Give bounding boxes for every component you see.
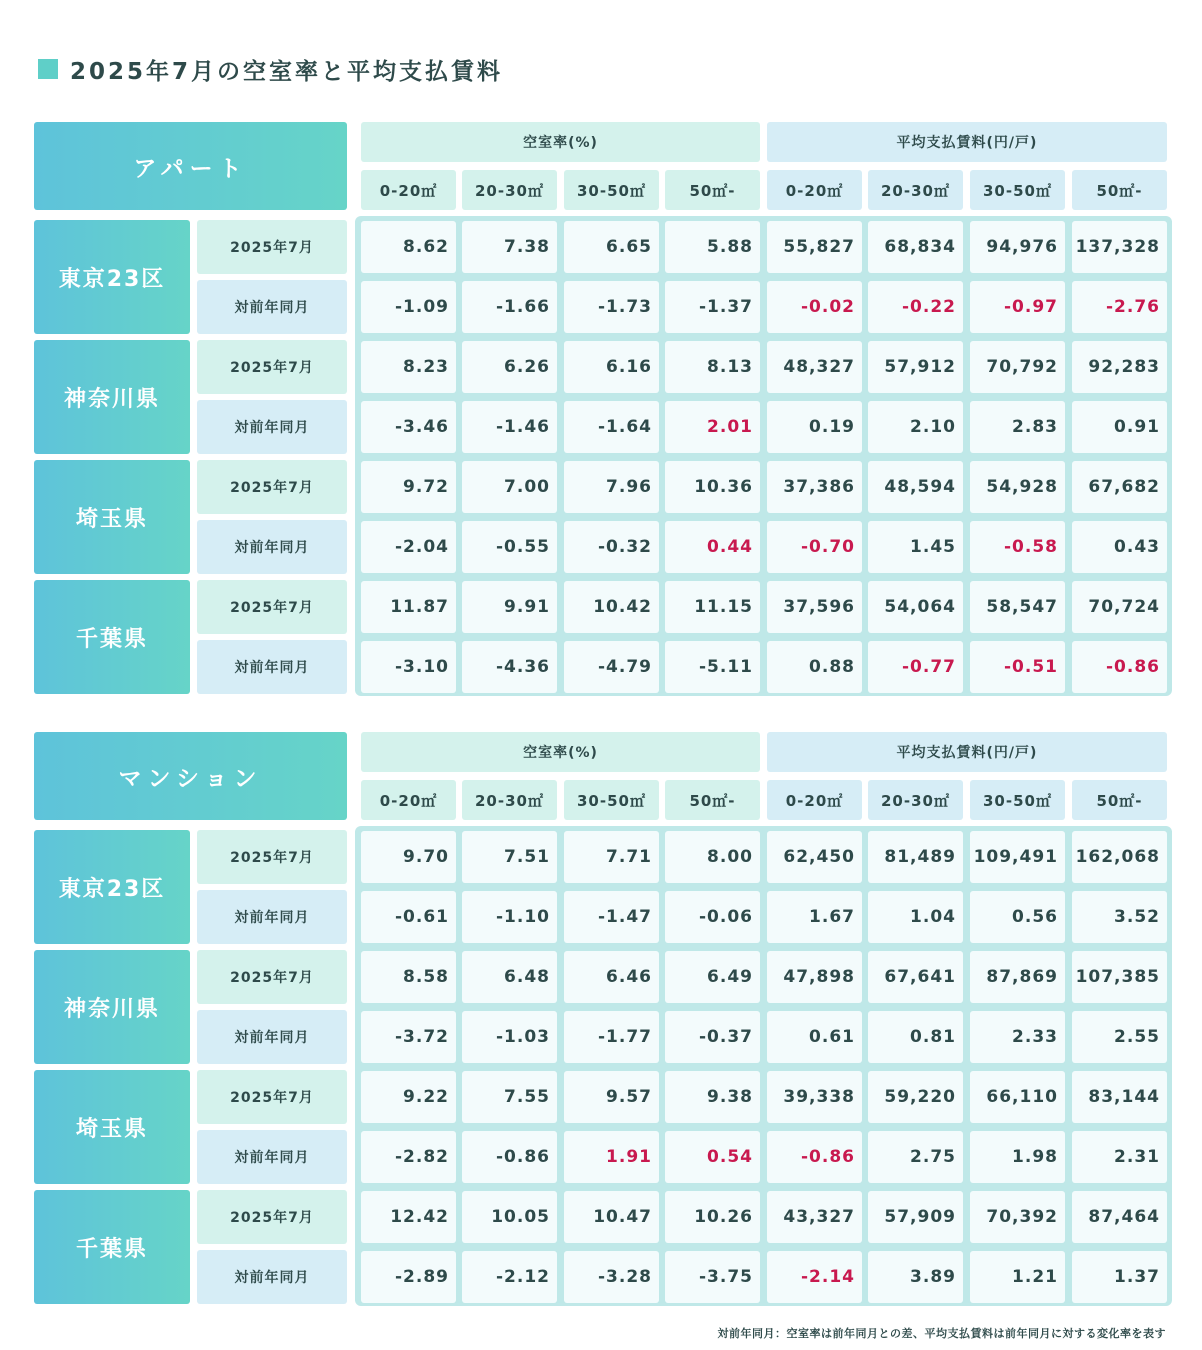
value-cell: 10.47 <box>564 1191 659 1243</box>
yoy-cell: 1.91 <box>564 1131 659 1183</box>
section-table <box>0 610 1202 1287</box>
value-cell: 81,489 <box>868 831 963 883</box>
region-label: 神奈川県 <box>34 340 190 454</box>
region-label: 千葉県 <box>34 1190 190 1304</box>
value-cell: 59,220 <box>868 1071 963 1123</box>
yoy-cell: -5.11 <box>665 641 760 693</box>
value-cell: 7.51 <box>462 831 557 883</box>
value-cell: 70,724 <box>1072 581 1167 633</box>
value-cell: 7.71 <box>564 831 659 883</box>
value-cell: 8.62 <box>361 221 456 273</box>
value-cell: 6.26 <box>462 341 557 393</box>
value-cell: 9.38 <box>665 1071 760 1123</box>
value-cell: 11.87 <box>361 581 456 633</box>
yoy-cell: 1.45 <box>868 521 963 573</box>
value-cell: 87,464 <box>1072 1191 1167 1243</box>
value-cell: 9.22 <box>361 1071 456 1123</box>
yoy-cell: 1.98 <box>970 1131 1065 1183</box>
yoy-cell: 3.52 <box>1072 891 1167 943</box>
yoy-cell: 1.04 <box>868 891 963 943</box>
value-cell: 43,327 <box>767 1191 862 1243</box>
value-cell: 54,928 <box>970 461 1065 513</box>
yoy-cell: -1.03 <box>462 1011 557 1063</box>
column-header: 0-20㎡ <box>361 170 456 210</box>
value-cell: 92,283 <box>1072 341 1167 393</box>
column-header: 0-20㎡ <box>361 780 456 820</box>
yoy-cell: 2.75 <box>868 1131 963 1183</box>
yoy-cell: -2.82 <box>361 1131 456 1183</box>
yoy-cell: -4.79 <box>564 641 659 693</box>
title-text: 2025年7月の空室率と平均支払賃料 <box>70 58 504 85</box>
column-header: 0-20㎡ <box>767 170 862 210</box>
column-header: 50㎡- <box>1072 170 1167 210</box>
section-label: アパート <box>34 122 347 210</box>
yoy-cell: -2.89 <box>361 1251 456 1303</box>
value-cell: 57,912 <box>868 341 963 393</box>
row-label-current: 2025年7月 <box>197 580 347 634</box>
column-header: 30-50㎡ <box>564 780 659 820</box>
yoy-cell: -0.06 <box>665 891 760 943</box>
row-label-current: 2025年7月 <box>197 950 347 1004</box>
yoy-cell: 0.56 <box>970 891 1065 943</box>
value-cell: 8.00 <box>665 831 760 883</box>
value-cell: 10.42 <box>564 581 659 633</box>
yoy-cell: -3.75 <box>665 1251 760 1303</box>
yoy-cell: -1.37 <box>665 281 760 333</box>
yoy-cell: 0.61 <box>767 1011 862 1063</box>
yoy-cell: 2.01 <box>665 401 760 453</box>
footnote: 対前年同月：空室率は前年同月との差、平均支払賃料は前年同月に対する変化率を表す <box>717 1327 1166 1340</box>
value-cell: 6.65 <box>564 221 659 273</box>
yoy-cell: -3.28 <box>564 1251 659 1303</box>
yoy-cell: 0.19 <box>767 401 862 453</box>
rent-group-header: 平均支払賃料(円/戸) <box>767 732 1167 772</box>
yoy-cell: 3.89 <box>868 1251 963 1303</box>
row-label-yoy: 対前年同月 <box>197 1250 347 1304</box>
yoy-cell: -3.10 <box>361 641 456 693</box>
yoy-cell: -0.22 <box>868 281 963 333</box>
yoy-cell: 2.31 <box>1072 1131 1167 1183</box>
column-header: 0-20㎡ <box>767 780 862 820</box>
value-cell: 83,144 <box>1072 1071 1167 1123</box>
value-cell: 8.58 <box>361 951 456 1003</box>
value-cell: 48,327 <box>767 341 862 393</box>
row-label-current: 2025年7月 <box>197 340 347 394</box>
value-cell: 6.49 <box>665 951 760 1003</box>
row-label-current: 2025年7月 <box>197 1190 347 1244</box>
yoy-cell: -0.51 <box>970 641 1065 693</box>
yoy-cell: 0.81 <box>868 1011 963 1063</box>
value-cell: 6.48 <box>462 951 557 1003</box>
value-cell: 87,869 <box>970 951 1065 1003</box>
value-cell: 70,392 <box>970 1191 1065 1243</box>
region-label: 東京23区 <box>34 220 190 334</box>
yoy-cell: -1.73 <box>564 281 659 333</box>
column-header: 20-30㎡ <box>462 170 557 210</box>
row-label-current: 2025年7月 <box>197 460 347 514</box>
region-label: 東京23区 <box>34 830 190 944</box>
yoy-cell: 0.43 <box>1072 521 1167 573</box>
row-label-yoy: 対前年同月 <box>197 1130 347 1184</box>
yoy-cell: -1.09 <box>361 281 456 333</box>
yoy-cell: -2.04 <box>361 521 456 573</box>
row-label-current: 2025年7月 <box>197 830 347 884</box>
yoy-cell: 0.91 <box>1072 401 1167 453</box>
column-header: 30-50㎡ <box>970 780 1065 820</box>
yoy-cell: -2.14 <box>767 1251 862 1303</box>
column-header: 50㎡- <box>665 780 760 820</box>
yoy-cell: -1.46 <box>462 401 557 453</box>
yoy-cell: -2.12 <box>462 1251 557 1303</box>
yoy-cell: -3.46 <box>361 401 456 453</box>
yoy-cell: -0.61 <box>361 891 456 943</box>
yoy-cell: -1.64 <box>564 401 659 453</box>
column-header: 50㎡- <box>1072 780 1167 820</box>
value-cell: 10.36 <box>665 461 760 513</box>
column-header: 50㎡- <box>665 170 760 210</box>
yoy-cell: -1.66 <box>462 281 557 333</box>
yoy-cell: -0.86 <box>462 1131 557 1183</box>
value-cell: 12.42 <box>361 1191 456 1243</box>
value-cell: 54,064 <box>868 581 963 633</box>
value-cell: 57,909 <box>868 1191 963 1243</box>
yoy-cell: 0.54 <box>665 1131 760 1183</box>
value-cell: 5.88 <box>665 221 760 273</box>
value-cell: 55,827 <box>767 221 862 273</box>
yoy-cell: -0.02 <box>767 281 862 333</box>
value-cell: 66,110 <box>970 1071 1065 1123</box>
yoy-cell: -1.10 <box>462 891 557 943</box>
value-cell: 7.96 <box>564 461 659 513</box>
yoy-cell: -1.47 <box>564 891 659 943</box>
yoy-cell: -0.86 <box>1072 641 1167 693</box>
value-cell: 162,068 <box>1072 831 1167 883</box>
row-label-yoy: 対前年同月 <box>197 400 347 454</box>
column-header: 30-50㎡ <box>970 170 1065 210</box>
column-header: 20-30㎡ <box>868 780 963 820</box>
row-label-current: 2025年7月 <box>197 220 347 274</box>
value-cell: 6.46 <box>564 951 659 1003</box>
vacancy-group-header: 空室率(%) <box>361 122 760 162</box>
yoy-cell: -0.70 <box>767 521 862 573</box>
value-cell: 67,682 <box>1072 461 1167 513</box>
column-header: 30-50㎡ <box>564 170 659 210</box>
section-label: マンション <box>34 732 347 820</box>
vacancy-group-header: 空室率(%) <box>361 732 760 772</box>
row-label-yoy: 対前年同月 <box>197 520 347 574</box>
value-cell: 7.00 <box>462 461 557 513</box>
region-label: 埼玉県 <box>34 460 190 574</box>
value-cell: 8.23 <box>361 341 456 393</box>
value-cell: 47,898 <box>767 951 862 1003</box>
yoy-cell: -1.77 <box>564 1011 659 1063</box>
value-cell: 37,596 <box>767 581 862 633</box>
row-label-current: 2025年7月 <box>197 1070 347 1124</box>
value-cell: 70,792 <box>970 341 1065 393</box>
value-cell: 94,976 <box>970 221 1065 273</box>
value-cell: 37,386 <box>767 461 862 513</box>
value-cell: 7.55 <box>462 1071 557 1123</box>
value-cell: 10.05 <box>462 1191 557 1243</box>
value-cell: 48,594 <box>868 461 963 513</box>
region-label: 神奈川県 <box>34 950 190 1064</box>
yoy-cell: 0.88 <box>767 641 862 693</box>
row-label-yoy: 対前年同月 <box>197 280 347 334</box>
column-header: 20-30㎡ <box>868 170 963 210</box>
value-cell: 137,328 <box>1072 221 1167 273</box>
column-header: 20-30㎡ <box>462 780 557 820</box>
yoy-cell: -2.76 <box>1072 281 1167 333</box>
row-label-yoy: 対前年同月 <box>197 890 347 944</box>
value-cell: 9.91 <box>462 581 557 633</box>
value-cell: 9.70 <box>361 831 456 883</box>
yoy-cell: -0.86 <box>767 1131 862 1183</box>
yoy-cell: 0.44 <box>665 521 760 573</box>
value-cell: 11.15 <box>665 581 760 633</box>
region-label: 千葉県 <box>34 580 190 694</box>
value-cell: 9.57 <box>564 1071 659 1123</box>
value-cell: 67,641 <box>868 951 963 1003</box>
yoy-cell: 2.83 <box>970 401 1065 453</box>
yoy-cell: -0.97 <box>970 281 1065 333</box>
yoy-cell: -0.32 <box>564 521 659 573</box>
value-cell: 8.13 <box>665 341 760 393</box>
yoy-cell: 1.67 <box>767 891 862 943</box>
value-cell: 109,491 <box>970 831 1065 883</box>
yoy-cell: -0.37 <box>665 1011 760 1063</box>
yoy-cell: -3.72 <box>361 1011 456 1063</box>
yoy-cell: 2.33 <box>970 1011 1065 1063</box>
row-label-yoy: 対前年同月 <box>197 640 347 694</box>
yoy-cell: 1.21 <box>970 1251 1065 1303</box>
rent-group-header: 平均支払賃料(円/戸) <box>767 122 1167 162</box>
yoy-cell: 2.10 <box>868 401 963 453</box>
row-label-yoy: 対前年同月 <box>197 1010 347 1064</box>
value-cell: 107,385 <box>1072 951 1167 1003</box>
value-cell: 6.16 <box>564 341 659 393</box>
value-cell: 9.72 <box>361 461 456 513</box>
yoy-cell: -0.77 <box>868 641 963 693</box>
yoy-cell: -0.58 <box>970 521 1065 573</box>
yoy-cell: 2.55 <box>1072 1011 1167 1063</box>
yoy-cell: -0.55 <box>462 521 557 573</box>
value-cell: 7.38 <box>462 221 557 273</box>
yoy-cell: -4.36 <box>462 641 557 693</box>
region-label: 埼玉県 <box>34 1070 190 1184</box>
yoy-cell: 1.37 <box>1072 1251 1167 1303</box>
value-cell: 58,547 <box>970 581 1065 633</box>
value-cell: 39,338 <box>767 1071 862 1123</box>
value-cell: 68,834 <box>868 221 963 273</box>
value-cell: 62,450 <box>767 831 862 883</box>
value-cell: 10.26 <box>665 1191 760 1243</box>
